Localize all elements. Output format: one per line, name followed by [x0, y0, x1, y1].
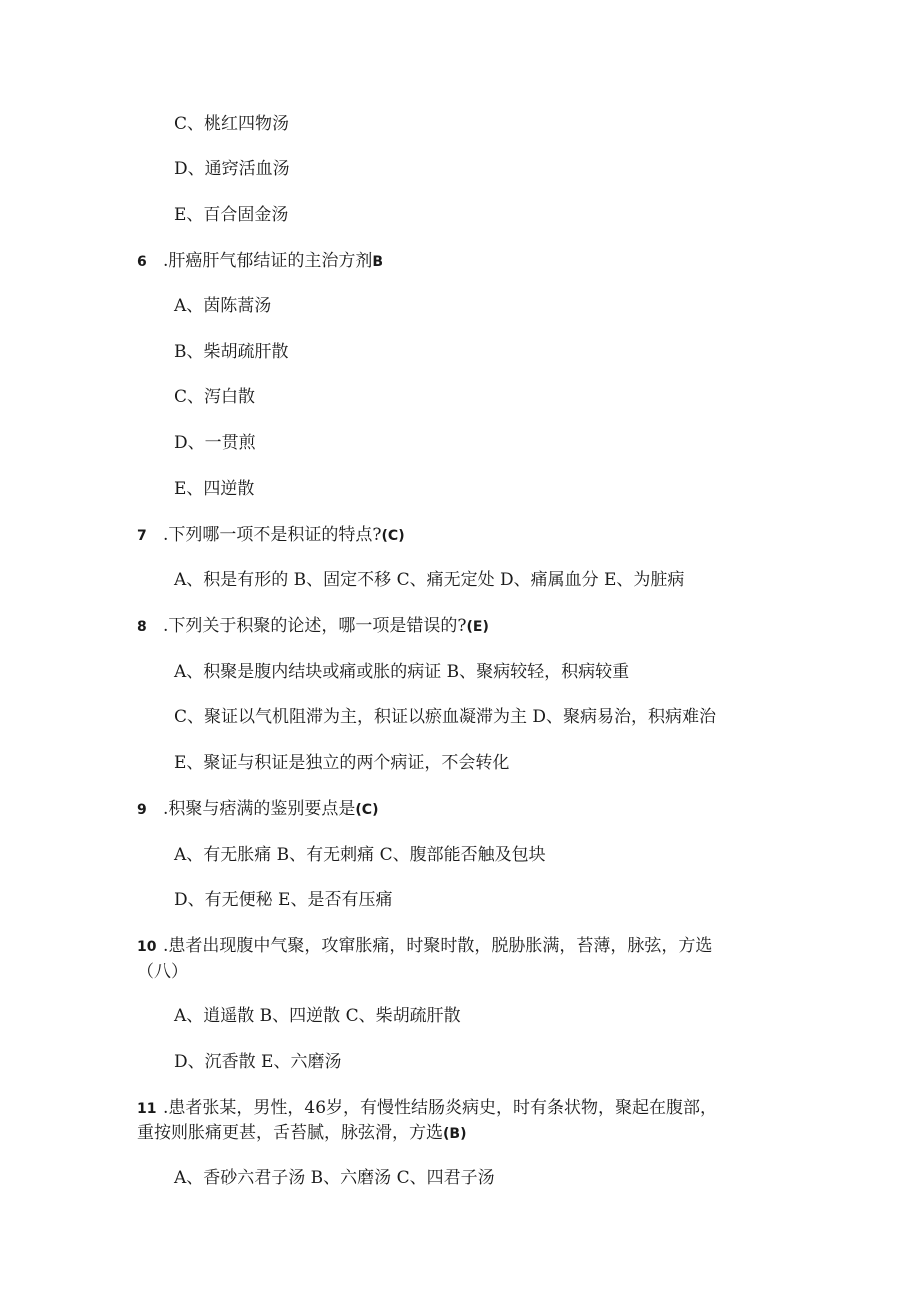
option-line: C、桃红四物汤: [174, 114, 290, 134]
option-line: C、聚证以气机阻滞为主，积证以瘀血凝滞为主 D、聚病易治，积病难治: [174, 707, 717, 727]
option-line: A、茵陈蒿汤: [174, 296, 272, 316]
question-stem-continuation: （八）: [137, 962, 188, 982]
option-line: B、柴胡疏肝散: [174, 342, 289, 362]
option-line: D、有无便秘 E、是否有压痛: [174, 890, 393, 910]
question-stem: .积聚与痞满的鉴别要点是: [163, 799, 356, 819]
question-stem: .患者出现腹中气聚，攻窜胀痛，时聚时散，脱胁胀满，苔薄，脉弦，方选: [163, 936, 713, 956]
option-line: C、泻白散: [174, 387, 256, 407]
question-number: 11: [137, 1101, 157, 1117]
option-line: D、一贯煎: [174, 433, 256, 453]
option-line: A、有无胀痛 B、有无刺痛 C、腹部能否触及包块: [174, 845, 546, 865]
question-8: [137, 616, 489, 637]
question-answer: (C): [381, 528, 405, 544]
question-11: [137, 1098, 717, 1119]
question-stem: .肝癌肝气郁结证的主治方剂: [163, 251, 373, 271]
question-answer: (C): [355, 802, 379, 818]
question-stem-continuation: [137, 1123, 466, 1144]
option-line: A、逍遥散 B、四逆散 C、柴胡疏肝散: [174, 1006, 461, 1026]
question-7: [137, 525, 405, 546]
option-line: E、百合固金汤: [174, 205, 289, 225]
question-number: 6: [137, 254, 147, 270]
question-number: 7: [137, 528, 147, 544]
question-9: [137, 799, 378, 820]
option-line: E、四逆散: [174, 479, 255, 499]
question-number: 10: [137, 939, 157, 955]
question-answer: (B): [443, 1126, 467, 1142]
question-stem: .下列哪一项不是积证的特点?: [163, 525, 382, 545]
question-answer: B: [372, 254, 384, 270]
question-10: [137, 936, 712, 957]
question-number: 9: [137, 802, 147, 818]
option-line: E、聚证与积证是独立的两个病证，不会转化: [174, 753, 510, 773]
question-number: 8: [137, 619, 147, 635]
question-6: [137, 251, 383, 272]
question-answer: (E): [466, 619, 489, 635]
option-line: D、沉香散 E、六磨汤: [174, 1052, 342, 1072]
option-line: A、香砂六君子汤 B、六磨汤 C、四君子汤: [174, 1168, 495, 1188]
option-line: D、通窍活血汤: [174, 159, 290, 179]
question-stem: .下列关于积聚的论述，哪一项是错误的?: [163, 616, 467, 636]
option-line: A、积是有形的 B、固定不移 C、痛无定处 D、痛属血分 E、为脏病: [174, 570, 685, 590]
question-stem: 重按则胀痛更甚，舌苔腻，脉弦滑，方选: [137, 1123, 443, 1143]
question-stem: .患者张某，男性，46岁，有慢性结肠炎病史，时有条状物，聚起在腹部，: [163, 1098, 718, 1118]
option-line: A、积聚是腹内结块或痛或胀的病证 B、聚病较轻，积病较重: [174, 662, 630, 682]
